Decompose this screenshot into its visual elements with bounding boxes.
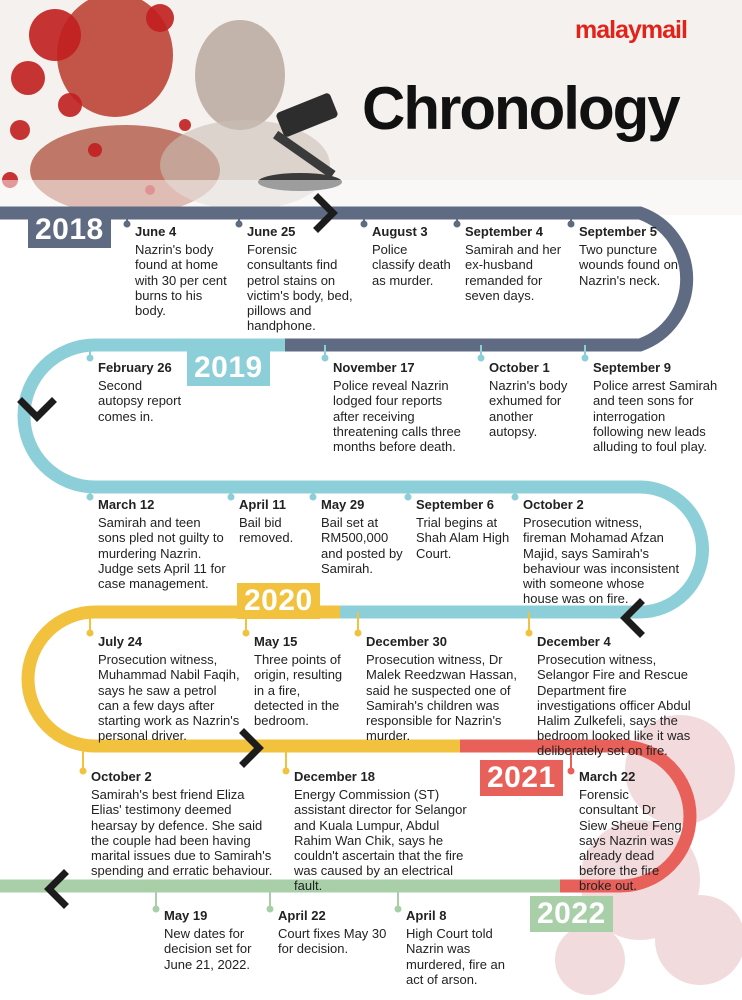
event-text: Prosecution witness, Muhammad Nabil Faqih, says he saw a petrol can a few days after starting work as Nazrin's personal driver. <box>98 652 240 744</box>
event-text: Prosecution witness, Selangor Fire and Rescue Department fire investigations officer Abdul Halim Zulkefeli, says the bedroom looked like it was deliberately set on fire. <box>537 652 691 759</box>
event-date: September 6 <box>416 497 495 512</box>
event-item <box>489 360 581 439</box>
event-item <box>164 908 264 972</box>
event-date: December 4 <box>537 634 611 649</box>
event-text: Bail bid removed. <box>239 515 294 546</box>
event-text: Samirah and her ex-husband remanded for seven days. <box>465 242 562 303</box>
event-item <box>247 224 357 333</box>
event-date: November 17 <box>333 360 415 375</box>
event-date: May 29 <box>321 497 365 512</box>
woman-portrait <box>195 20 285 130</box>
event-item <box>321 497 403 576</box>
event-item <box>537 634 707 759</box>
event-item <box>465 224 565 303</box>
event-item <box>294 769 479 894</box>
event-text: Police classify death as murder. <box>372 242 451 288</box>
year-label-2022: 2022 <box>530 896 613 932</box>
event-date: March 22 <box>579 769 636 784</box>
event-item <box>98 360 183 424</box>
event-date: December 30 <box>366 634 447 649</box>
event-item <box>593 360 718 454</box>
event-item <box>366 634 526 743</box>
event-date: February 26 <box>98 360 172 375</box>
event-date: April 11 <box>239 497 286 512</box>
event-text: Samirah's best friend Eliza Elias' testimony deemed hearsay by defence. She said the couple had been having marital issues due to Samirah's spending and erratic behaviour. <box>91 787 273 879</box>
event-date: October 1 <box>489 360 550 375</box>
event-text: Three points of origin, resulting in a fire, detected in the bedroom. <box>254 652 343 729</box>
event-item <box>372 224 452 288</box>
event-text: Bail set at RM500,000 and posted by Samirah. <box>321 515 403 576</box>
event-date: March 12 <box>98 497 155 512</box>
event-item <box>91 769 276 878</box>
event-text: Police reveal Nazrin lodged four reports after receiving threatening calls three months before death. <box>333 378 461 455</box>
year-label-2018: 2018 <box>28 212 111 248</box>
event-item <box>416 497 511 561</box>
event-text: Court fixes May 30 for decision. <box>278 926 387 957</box>
event-date: September 9 <box>593 360 672 375</box>
event-item <box>333 360 468 454</box>
event-date: October 2 <box>91 769 152 784</box>
event-date: October 2 <box>523 497 584 512</box>
year-label-2020: 2020 <box>237 583 320 619</box>
event-text: Second autopsy report comes in. <box>98 378 182 424</box>
event-date: April 8 <box>406 908 447 923</box>
event-item <box>406 908 521 987</box>
event-text: Nazrin's body exhumed for another autopsy. <box>489 378 568 439</box>
event-item <box>98 497 226 591</box>
event-date: August 3 <box>372 224 428 239</box>
event-date: May 15 <box>254 634 298 649</box>
event-text: Forensic consultants find petrol stains on victim's body, bed, pillows and handphone. <box>247 242 353 334</box>
event-text: Energy Commission (ST) assistant director for Selangor and Kuala Lumpur, Abdul Rahim Wan Chik, says he couldn't ascertain that the fire was caused by an electrical fault. <box>294 787 467 894</box>
event-text: New dates for decision set for June 21, 2022. <box>164 926 252 972</box>
event-item <box>579 769 684 894</box>
brand-logo: malaymail <box>575 16 687 44</box>
event-text: High Court told Nazrin was murdered, fire an act of arson. <box>406 926 505 987</box>
event-text: Two puncture wounds found on Nazrin's neck. <box>579 242 679 288</box>
event-item <box>278 908 388 957</box>
event-item <box>523 497 683 606</box>
event-item <box>135 224 233 318</box>
event-text: Forensic consultant Dr Siew Sheue Feng says Nazrin was already dead before the fire broke out. <box>579 787 682 894</box>
event-text: Prosecution witness, Dr Malek Reedzwan Hassan, said he suspected one of Samirah's children was responsible for Nazrin's murder. <box>366 652 518 744</box>
year-label-2019: 2019 <box>187 350 270 386</box>
event-item <box>579 224 694 288</box>
event-date: June 4 <box>135 224 177 239</box>
event-text: Police arrest Samirah and teen sons for interrogation following new leads alluding to foul play. <box>593 378 718 455</box>
event-date: December 18 <box>294 769 375 784</box>
event-date: April 22 <box>278 908 326 923</box>
event-date: July 24 <box>98 634 143 649</box>
event-date: September 4 <box>465 224 544 239</box>
event-date: June 25 <box>247 224 296 239</box>
year-label-2021: 2021 <box>480 760 563 796</box>
event-text: Samirah and teen sons pled not guilty to murdering Nazrin. Judge sets April 11 for case management. <box>98 515 226 592</box>
event-date: September 5 <box>579 224 658 239</box>
event-text: Nazrin's body found at home with 30 per cent burns to his body. <box>135 242 227 319</box>
event-item <box>98 634 240 743</box>
event-text: Prosecution witness, fireman Mohamad Afzan Majid, says Samirah's behaviour was inconsistent with someone whose house was on fire. <box>523 515 680 607</box>
event-date: May 19 <box>164 908 208 923</box>
page-title: Chronology <box>362 75 679 142</box>
event-item <box>254 634 352 728</box>
event-text: Trial begins at Shah Alam High Court. <box>416 515 510 561</box>
event-item <box>239 497 307 546</box>
